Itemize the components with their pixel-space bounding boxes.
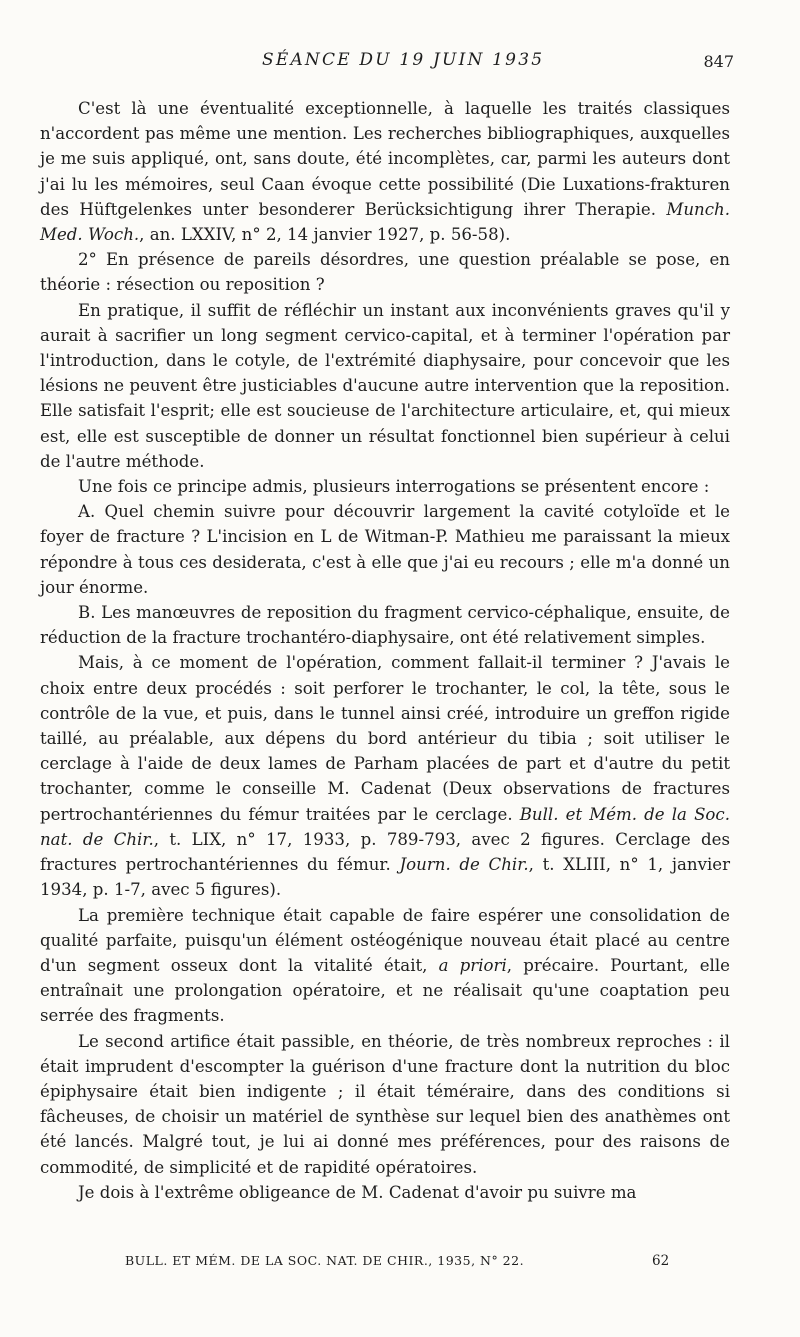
running-title: SÉANCE DU 19 JUIN 1935 <box>262 50 545 70</box>
paragraph: Mais, à ce moment de l'opération, comment fallait-il terminer ? J'avais le choix entre deux procédés : soit perforer le trochanter, le col, la tête, sous le contrôle de la vue, et puis, dans le tunnel ainsi créé, introduire un greffon rigide taillé, au préalable, aux dépens du bord antérieur du tibia ; soit utiliser le cerclage à l'aide de deux lames de Parham placées de part et d'autre du petit trochanter, comme le conseille M. Cadenat (Deux observations de fractures pertrochantériennes du fémur traitées par le cerclage. Bull. et Mém. de la Soc. nat. de Chir., t. LIX, n° 17, 1933, p. 789-793, avec 2 figures. Cerclage des fractures pertrochantériennes du fémur. Journ. de Chir., t. XLIII, n° 1, janvier 1934, p. 1-7, avec 5 figures). <box>40 653 731 900</box>
article-body <box>40 96 730 1205</box>
page-header <box>0 50 800 80</box>
paragraph: C'est là une éventualité exceptionnelle, à laquelle les traités classiques n'accordent pas même une mention. Les recherches bibliographiques, auxquelles je me suis appliqué, ont, sans doute, été incomplètes, car, parmi les auteurs dont j'ai lu les mémoires, seul Caan évoque cette possibilité (Die Luxations-frakturen des Hüftgelenkes unter besonderer Berücksichtigung ihrer Therapie. Munch. Med. Woch., an. LXXIV, n° 2, 14 janvier 1927, p. 56-58). <box>40 99 730 245</box>
journal-citation: BULL. ET MÉM. DE LA SOC. NAT. DE CHIR., 1935, N° 22. <box>125 1253 525 1268</box>
paragraph: La première technique était capable de faire espérer une consolidation de qualité parfaite, puisqu'un élément ostéogénique nouveau était placé au centre d'un segment osseux dont la vitalité était, a priori, précaire. Pourtant, elle entraînait une prolongation opératoire, et ne réalisait qu'une coaptation peu serrée des fragments. <box>40 905 730 1026</box>
page-footer <box>0 1253 800 1275</box>
paragraph: Une fois ce principe admis, plusieurs interrogations se présentent encore : <box>78 477 710 497</box>
paragraph: A. Quel chemin suivre pour découvrir largement la cavité cotyloïde et le foyer de fracture ? L'incision en L de Witman-P. Mathieu me paraissant la mieux répondre à tous ces desiderata, c'est à elle que j'ai eu recours ; elle m'a donné un jour énorme. <box>40 502 730 597</box>
paragraph: Le second artifice était passible, en théorie, de très nombreux reproches : il était imprudent d'escompter la guérison d'une fracture dont la nutrition du bloc épiphysaire était bien indigente ; il était téméraire, dans des conditions si fâcheuses, de choisir un matériel de synthèse sur lequel bien des anathèmes ont été lancés. Malgré tout, je lui ai donné mes préférences, pour des raisons de commodité, de simplicité et de rapidité opératoires. <box>40 1031 730 1177</box>
paragraph: B. Les manœuvres de reposition du fragment cervico-céphalique, ensuite, de réduction de la fracture trochantéro-diaphysaire, ont été relativement simples. <box>40 603 730 648</box>
page-number: 847 <box>703 52 734 71</box>
paragraph: En pratique, il suffit de réfléchir un instant aux inconvénients graves qu'il y aurait à sacrifier un long segment cervico-capital, et à terminer l'opération par l'introduction, dans le cotyle, de l'extrémité diaphysaire, pour concevoir que les lésions ne peuvent être justiciables d'aucune autre intervention que la reposition. Elle satisfait l'esprit; elle est soucieuse de l'architecture articulaire, et, qui mieux est, elle est susceptible de donner un résultat fonctionnel bien supérieur à celui de l'autre méthode. <box>40 300 730 471</box>
signature-mark: 62 <box>652 1253 670 1269</box>
paragraph: 2° En présence de pareils désordres, une question préalable se pose, en théorie : résection ou reposition ? <box>40 250 730 295</box>
paragraph: Je dois à l'extrême obligeance de M. Cadenat d'avoir pu suivre ma <box>78 1182 637 1202</box>
